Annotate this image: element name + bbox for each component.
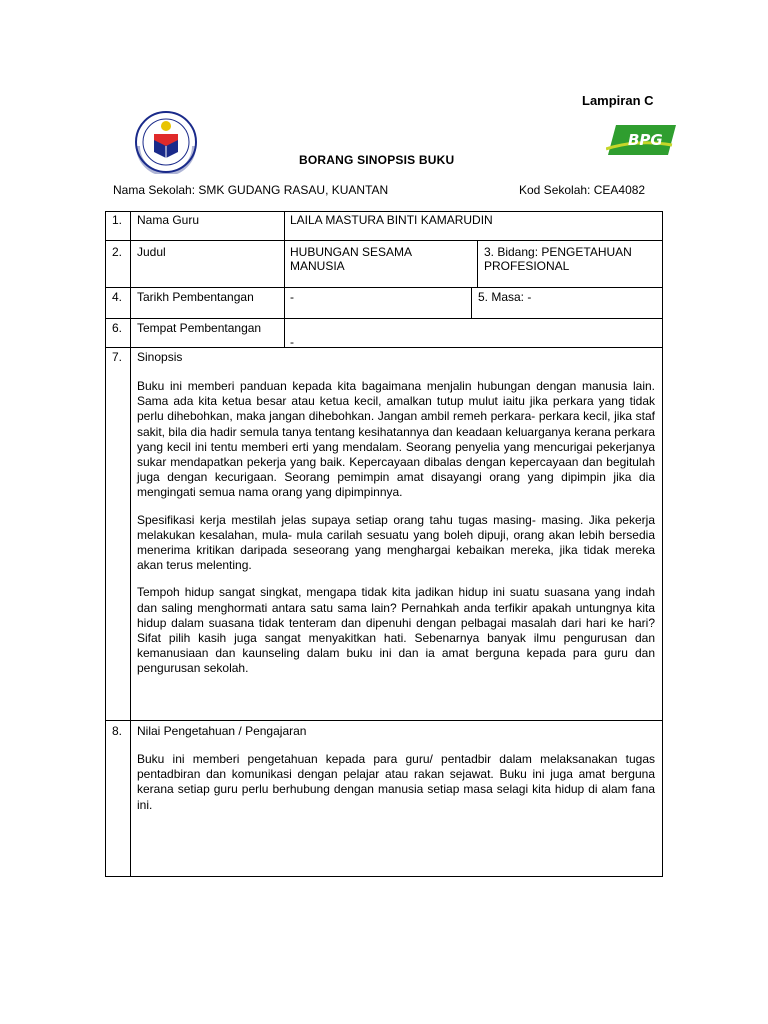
row-number: 2. <box>112 245 123 259</box>
table-border <box>105 318 663 319</box>
row-number: 4. <box>112 290 123 304</box>
teacher-name-label: Nama Guru <box>137 213 200 227</box>
knowledge-value-body <box>137 752 655 825</box>
table-border <box>105 211 106 877</box>
row-number: 8. <box>112 724 123 738</box>
lampiran-label: Lampiran C <box>582 93 654 108</box>
synopsis-paragraph: Tempoh hidup sangat singkat, mengapa tidak kita jadikan hidup ini suatu suasana yang indah dan saling menghormati antara satu sama lain? Pernahkah anda terfikir apakah untungnya kita hidup dalam suasana tidak tenteram dan dipenuhi dengan pelbagai masalah dari hari ke hari? Sifat pilih kasih juga sangat menyakitkan hati. Sebenarnya banyak ilmu pengurusan dan kemanusiaan dan kaunseling dalam buku ini dan ia amat berguna kepada para guru dan pengurusan sekolah. <box>137 585 655 676</box>
bpg-logo <box>606 121 678 159</box>
row-number: 1. <box>112 213 123 227</box>
field-value: 3. Bidang: PENGETAHUAN PROFESIONAL <box>484 245 632 273</box>
title-label: Judul <box>137 245 166 259</box>
presentation-date-value: - <box>290 290 294 304</box>
row-number: 7. <box>112 350 123 364</box>
teacher-name-value: LAILA MASTURA BINTI KAMARUDIN <box>290 213 493 227</box>
school-name: Nama Sekolah: SMK GUDANG RASAU, KUANTAN <box>113 183 389 197</box>
synopsis-paragraph: Buku ini memberi panduan kepada kita bagaimana menjalin hubungan dengan manusia lain. Sama ada kita ketua besar atau ketua kecil, amalkan tutup mulut iaitu jika perkara yang tidak perlu dihebohkan, maka jangan dihebohkan. Jangan ambil remeh perkara- perkara kecil, jika staf sakit, bila dia hadir semula tanya tentang kesihatannya dan keadaan keluarganya kerana perkara yang kecil ini tentu memberi erti yang mendalam. Seorang penyelia yang mencurigai pekerjanya sukar mendapatkan pekerja yang baik. Kepercayaan dibalas dengan kepercayaan dan begitulah juga dengan kecurigaan. Seorang pemimpin amat disayangi orang yang dipimpin jika dia mengingati semua nama orang yang dipimpinnya. <box>137 379 655 500</box>
synopsis-body <box>137 379 655 689</box>
table-border <box>284 211 285 348</box>
table-border <box>477 240 478 288</box>
table-border <box>105 876 663 877</box>
row-number: 6. <box>112 321 123 335</box>
presentation-place-value: - <box>290 335 294 349</box>
synopsis-label: Sinopsis <box>137 350 183 364</box>
school-code: Kod Sekolah: CEA4082 <box>519 183 646 197</box>
knowledge-value-label: Nilai Pengetahuan / Pengajaran <box>137 724 307 738</box>
presentation-place-label: Tempat Pembentangan <box>137 321 262 335</box>
synopsis-paragraph: Spesifikasi kerja mestilah jelas supaya setiap orang tahu tugas masing- masing. Jika pekerja melakukan kesalahan, mula- mula carilah sesuatu yang boleh dipuji, orang akan lebih bersedia menerima kritikan daripada seseorang yang menghargai kebaikan mereka, jika tidak mereka akan terus melenting. <box>137 512 655 573</box>
presentation-date-label: Tarikh Pembentangan <box>137 290 254 304</box>
ministry-logo <box>134 110 198 174</box>
table-border <box>105 211 663 212</box>
table-border <box>105 720 663 721</box>
table-border <box>130 211 131 877</box>
table-border <box>105 240 663 241</box>
bpg-logo-text: BPG <box>628 131 663 149</box>
form-title: BORANG SINOPSIS BUKU <box>299 153 455 167</box>
table-border <box>662 211 663 877</box>
table-border <box>105 347 663 348</box>
knowledge-paragraph: Buku ini memberi pengetahuan kepada para guru/ pentadbir dalam melaksanakan tugas pentadbiran dan komunikasi dengan pelajar atau rakan sejawat. Buku ini juga amat berguna kerana setiap guru perlu berhubung dengan manusia setiap masa selagi kita hidup di alam fana ini. <box>137 752 655 812</box>
time-value: 5. Masa: - <box>478 290 532 304</box>
table-border <box>471 287 472 319</box>
book-title-value: HUBUNGAN SESAMA MANUSIA <box>290 245 412 273</box>
table-border <box>105 287 663 288</box>
